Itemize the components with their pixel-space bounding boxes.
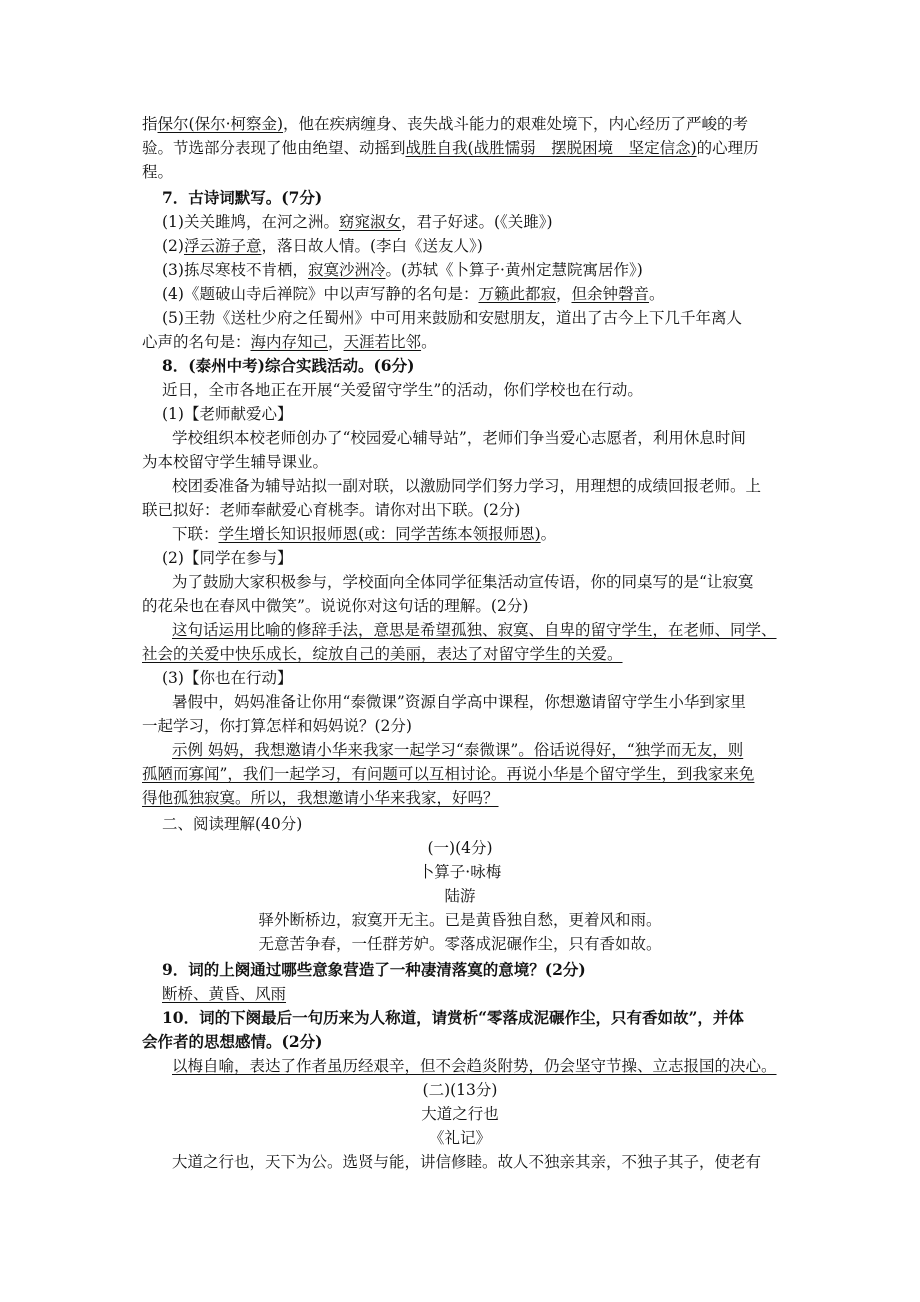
- text-line: [142, 136, 759, 160]
- answer-text: 孤陋而寡闻”，我们一起学习，有问题可以互相讨论。再说小华是个留守学生，到我家来免: [142, 765, 755, 783]
- poem-title: 卜算子·咏梅: [418, 863, 502, 881]
- text-line: 程。: [142, 163, 174, 181]
- poem-line: 无意苦争春，一任群芳妒。零落成泥碾作尘，只有香如故。: [258, 935, 662, 953]
- text-line: [162, 210, 553, 234]
- text: 下联：: [172, 525, 219, 543]
- text: 。: [540, 525, 557, 543]
- text: 验。节选部分表现了他由绝望、动摇到: [142, 139, 406, 157]
- text: 指: [142, 115, 158, 133]
- poem-author: 陆游: [444, 887, 476, 905]
- answer-text: 窈窕淑女: [338, 213, 401, 231]
- answer-text: 万籁此都寂: [478, 285, 556, 303]
- text: ，君子好逑。(《关雎》): [400, 213, 553, 231]
- text-line: 近日，全市各地正在开展“关爱留守学生”的活动，你们学校也在行动。: [162, 381, 643, 399]
- answer-text: 但余钟磬音: [571, 285, 650, 303]
- text-line: [142, 112, 748, 136]
- answer-text: 断桥、黄昏、风雨: [162, 985, 287, 1003]
- question-10-cont: 会作者的思想感情。(2分): [142, 1032, 323, 1051]
- text: ，: [328, 333, 344, 351]
- text-line: (3)【你也在行动】: [162, 669, 293, 687]
- answer-text: 社会的关爱中快乐成长，绽放自己的美丽，表达了对留守学生的关爱。: [142, 645, 623, 663]
- text-line: 为了鼓励大家积极参与，学校面向全体同学征集活动宣传语，你的同桌写的是“让寂寞: [172, 573, 754, 591]
- passage-author: 《礼记》: [428, 1129, 491, 1147]
- passage-title: 大道之行也: [421, 1105, 499, 1123]
- text-line: 学校组织本校老师创办了“校园爱心辅导站”，老师们争当爱心志愿者，利用休息时间: [172, 429, 746, 447]
- text-line: (2)【同学在参与】: [162, 549, 293, 567]
- text-line: 的花朵也在春风中微笑”。说说你对这句话的理解。(2分): [142, 597, 529, 615]
- text: ，落日故人情。(李白《送友人》): [261, 237, 483, 255]
- text-line: 暑假中，妈妈准备让你用“泰微课”资源自学高中课程，你想邀请留守学生小华到家里: [172, 693, 746, 711]
- text: (4)《题破山寺后禅院》中以声写静的名句是：: [162, 285, 479, 303]
- question-10: 10．词的下阕最后一句历来为人称道，请赏析“零落成泥碾作尘，只有香如故”，并体: [162, 1008, 744, 1027]
- passage-heading: (一)(4分): [427, 839, 493, 857]
- text-line: (1)【老师献爱心】: [162, 405, 293, 423]
- text: 。: [649, 285, 665, 303]
- text: ，他在疾病缠身、丧失战斗能力的艰难处境下，内心经历了严峻的考: [283, 115, 749, 133]
- answer-text: 以梅自喻，表达了作者虽历经艰辛，但不会趋炎附势，仍会坚守节操、立志报国的决心。: [172, 1057, 777, 1075]
- text-line: [172, 522, 556, 546]
- poem-line: 驿外断桥边，寂寞开无主。已是黄昏独自愁，更着风和雨。: [258, 911, 662, 929]
- text-line: [162, 258, 643, 282]
- question-8: 8．(泰州中考)综合实践活动。(6分): [162, 356, 415, 375]
- text: 的心理历: [696, 139, 759, 157]
- passage-heading: (二)(13分): [422, 1081, 498, 1099]
- answer-text: 这句话运用比喻的修辞手法，意思是希望孤独、寂寞、自卑的留守学生，在老师、同学、: [172, 621, 777, 639]
- text-line: 联已拟好：老师奉献爱心育桃李。请你对出下联。(2分): [142, 501, 521, 519]
- text-line: 校团委准备为辅导站拟一副对联，以激励同学们努力学习，用理想的成绩回报老师。上: [172, 477, 762, 495]
- text-line: 大道之行也，天下为公。选贤与能，讲信修睦。故人不独亲其亲，不独子其子，使老有: [172, 1153, 762, 1171]
- answer-text: 得他孤独寂寞。所以，我想邀请小华来我家，好吗？: [142, 789, 499, 807]
- question-7: 7．古诗词默写。(7分): [162, 188, 323, 207]
- answer-text: 寂寞沙洲冷: [307, 261, 386, 279]
- text-line: [162, 234, 483, 258]
- answer-text: 天涯若比邻: [343, 333, 422, 351]
- text: (1)关关雎鸠，在河之洲。: [162, 213, 339, 231]
- answer-text: 战胜自我(战胜懦弱 摆脱困境 坚定信念): [405, 139, 697, 157]
- text-line: 为本校留守学生辅导课业。: [142, 453, 329, 471]
- answer-text: 示例 妈妈，我想邀请小华来我家一起学习“泰微课”。俗话说得好，“独学而无友，则: [172, 741, 744, 759]
- text-line: 一起学习，你打算怎样和妈妈说？(2分): [142, 717, 412, 735]
- answer-text: 学生增长知识报师恩(或：同学苦练本领报师恩): [218, 525, 541, 543]
- text: 。(苏轼《卜算子·黄州定慧院寓居作》): [385, 261, 643, 279]
- answer-text: 浮云游子意: [183, 237, 262, 255]
- text-line: [162, 282, 665, 306]
- text: 心声的名句是：: [142, 333, 251, 351]
- answer-text: 保尔(保尔·柯察金): [157, 115, 284, 133]
- text: ，: [555, 285, 572, 303]
- section-heading: 二、阅读理解(40分): [162, 815, 303, 833]
- text: 。: [421, 333, 437, 351]
- text-line: [142, 330, 437, 354]
- text: (2): [162, 237, 184, 255]
- question-9: 9．词的上阕通过哪些意象营造了一种凄清落寞的意境？(2分): [162, 960, 586, 979]
- text-line: (5)王勃《送杜少府之任蜀州》中可用来鼓励和安慰朋友，道出了古今上下几千年离人: [162, 309, 742, 327]
- text: (3)拣尽寒枝不肯栖，: [162, 261, 308, 279]
- answer-text: 海内存知己: [250, 333, 329, 351]
